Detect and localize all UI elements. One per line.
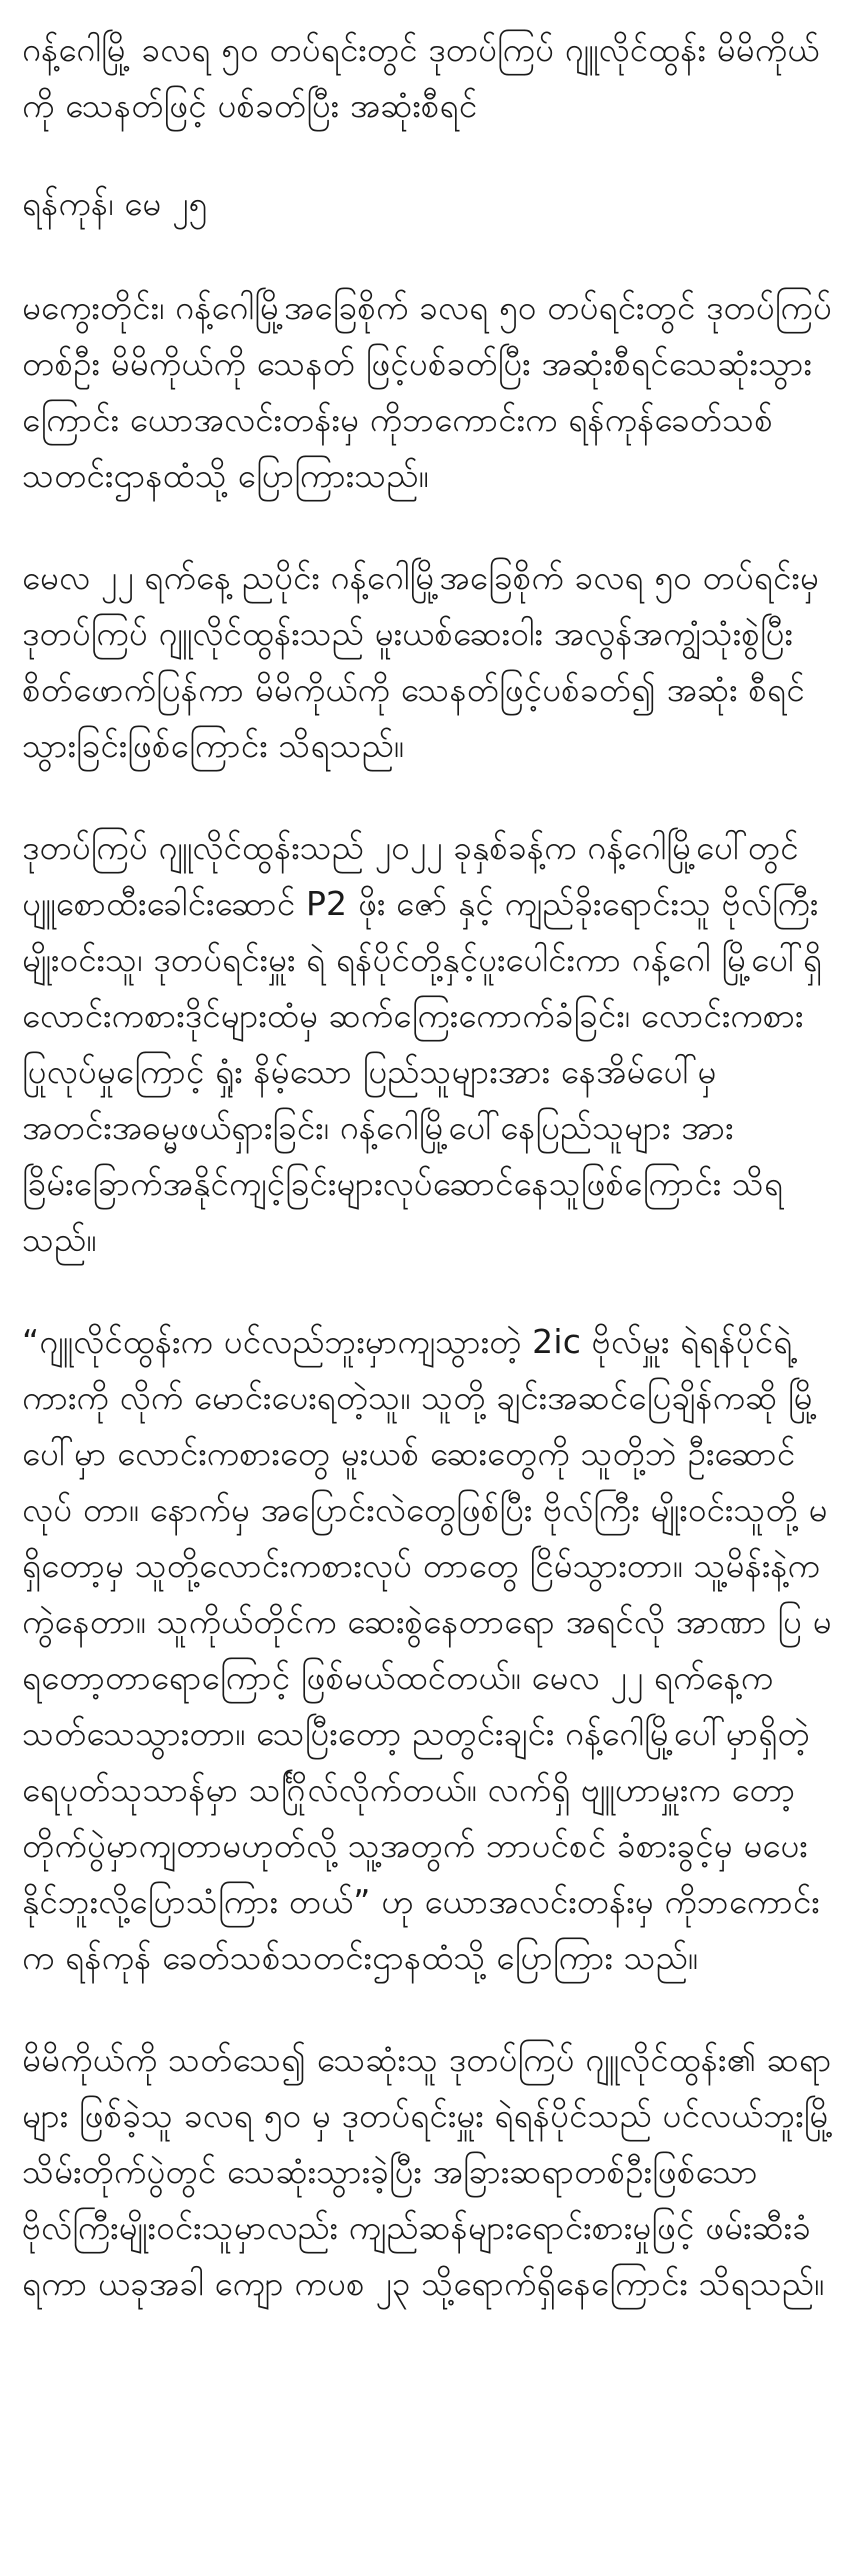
article-paragraph-3: ဒုတပ်ကြပ် ဂျူလိုင်ထွန်းသည် ၂၀၂၂ ခုနှစ်ခန့်က ဂန့်ဂေါမြို့ပေါ်တွင် ပျူစောထီးခေါင်းဆောင် P2 ဖိုး ဇော် နှင့် ကျည်ခိုးရောင်းသူ ဗိုလ်ကြီး မျိုးဝင်းသူ၊ ဒုတပ်ရင်းမှူး ရဲ ရန်ပိုင်တို့နှင့်ပူးပေါင်းကာ ဂန့်ဂေါ မြို့ပေါ်ရှိ လောင်းကစားဒိုင်များထံမှ ဆက်ကြေးကောက်ခံခြင်း၊ လောင်းကစားပြုလုပ်မှုကြောင့် ရှုံး နိမ့်သော ပြည်သူများအား နေအိမ်ပေါ်မှ အတင်းအဓမ္မဖယ်ရှားခြင်း၊ ဂန့်ဂေါမြို့ပေါ်နေပြည်သူများ အား ခြိမ်းခြောက်အနိုင်ကျင့်ခြင်းများလုပ်ဆောင်နေသူဖြစ်ကြောင်း သိရသည်။ [22,828,823,1259]
article-paragraph-5: မိမိကိုယ်ကို သတ်သေ၍ သေဆုံးသူ ဒုတပ်ကြပ် ဂျူလိုင်ထွန်း၏ ဆရာများ ဖြစ်ခဲ့သူ ခလရ ၅၀ မှ ဒုတပ်ရင်းမှူး ရဲရန်ပိုင်သည် ပင်လယ်ဘူးမြို့ သိမ်းတိုက်ပွဲတွင် သေဆုံးသွားခဲ့ပြီး အခြားဆရာတစ်ဦးဖြစ်သော ဗိုလ်ကြီးမျိုးဝင်းသူမှာလည်း ကျည်ဆန်များရောင်းစားမှုဖြင့် ဖမ်းဆီးခံရကာ ယခုအခါ ကျော ကပစ ၂၃ သို့ရောက်ရှိနေကြောင်း သိရသည်။ [22,2040,834,2303]
article-paragraph-2: မေလ ၂၂ ရက်နေ့ ညပိုင်း ဂန့်ဂေါမြို့အခြေစိုက် ခလရ ၅၀ တပ်ရင်းမှ ဒုတပ်ကြပ် ဂျူလိုင်ထွန်းသည် မူးယစ်ဆေးဝါး အလွန်အကျွံသုံးစွဲပြီး စိတ်ဖောက်ပြန်ကာ မိမိကိုယ်ကို သေနတ်ဖြင့်ပစ်ခတ်၍ အဆုံး စီရင်သွားခြင်းဖြစ်ကြောင်း သိရသည်။ [22,558,819,765]
article-headline: ဂန့်ဂေါမြို့ ခလရ ၅၀ တပ်ရင်းတွင် ဒုတပ်ကြပ် ဂျူလိုင်ထွန်း မိမိကိုယ်ကို သေနတ်ဖြင့် ပစ်ခတ်ပြီး အဆုံးစီရင် [22,30,820,125]
article-paragraph-4-quote: “ဂျူလိုင်ထွန်းက ပင်လည်ဘူးမှာကျသွားတဲ့ 2ic ဗိုလ်မှူး ရဲရန်ပိုင်ရဲ့ ကားကို လိုက် မောင်းပေးရတဲ့သူ။ သူတို့ ချင်းအဆင်ပြေချိန်ကဆို မြို့ပေါ်မှာ လောင်းကစားတွေ မူးယစ် ဆေးတွေကို သူတို့ဘဲ ဦးဆောင်လုပ် တာ။ နောက်မှ အပြောင်းလဲတွေဖြစ်ပြီး ဗိုလ်ကြီး မျိုးဝင်းသူတို့ မရှိတော့မှ သူတို့လောင်းကစားလုပ် တာတွေ ငြိမ်သွားတာ။ သူ့မိန်းနဲ့ကကွဲနေတာ။ သူကိုယ်တိုင်က ဆေးစွဲနေတာရော အရင်လို အာဏာ ပြ မရတော့တာရောကြောင့် ဖြစ်မယ်ထင်တယ်။ မေလ ၂၂ ရက်နေ့က သတ်သေသွားတာ။ သေပြီးတော့ ညတွင်းချင်း ဂန့်ဂေါမြို့ပေါ်မှာရှိတဲ့ ရေပုတ်သုသာန်မှာ သင်္ဂြိုလ်လိုက်တယ်။ လက်ရှိ ဗျူဟာမှူးက တော့ တိုက်ပွဲမှာကျတာမဟုတ်လို့ သူ့အတွက် ဘာပင်စင် ခံစားခွင့်မှ မပေးနိုင်ဘူးလို့ပြောသံကြား တယ်” ဟု ယောအလင်းတန်းမှ ကိုဘကောင်းက ရန်ကုန် ခေတ်သစ်သတင်းဌာနထံသို့ ပြောကြား သည်။ [22,1322,832,1977]
article-paragraph-1: မကွေးတိုင်း၊ ဂန့်ဂေါမြို့အခြေစိုက် ခလရ ၅၀ တပ်ရင်းတွင် ဒုတပ်ကြပ်တစ်ဦး မိမိကိုယ်ကို သေနတ် ဖြင့်ပစ်ခတ်ပြီး အဆုံးစီရင်သေဆုံးသွားကြောင်း ယောအလင်းတန်းမှ ကိုဘကောင်းက ရန်ကုန်ခေတ်သစ် သတင်းဌာနထံသို့ ပြောကြားသည်။ [22,288,832,495]
article-dateline: ရန်ကုန်၊ မေ ၂၅ [22,184,208,223]
